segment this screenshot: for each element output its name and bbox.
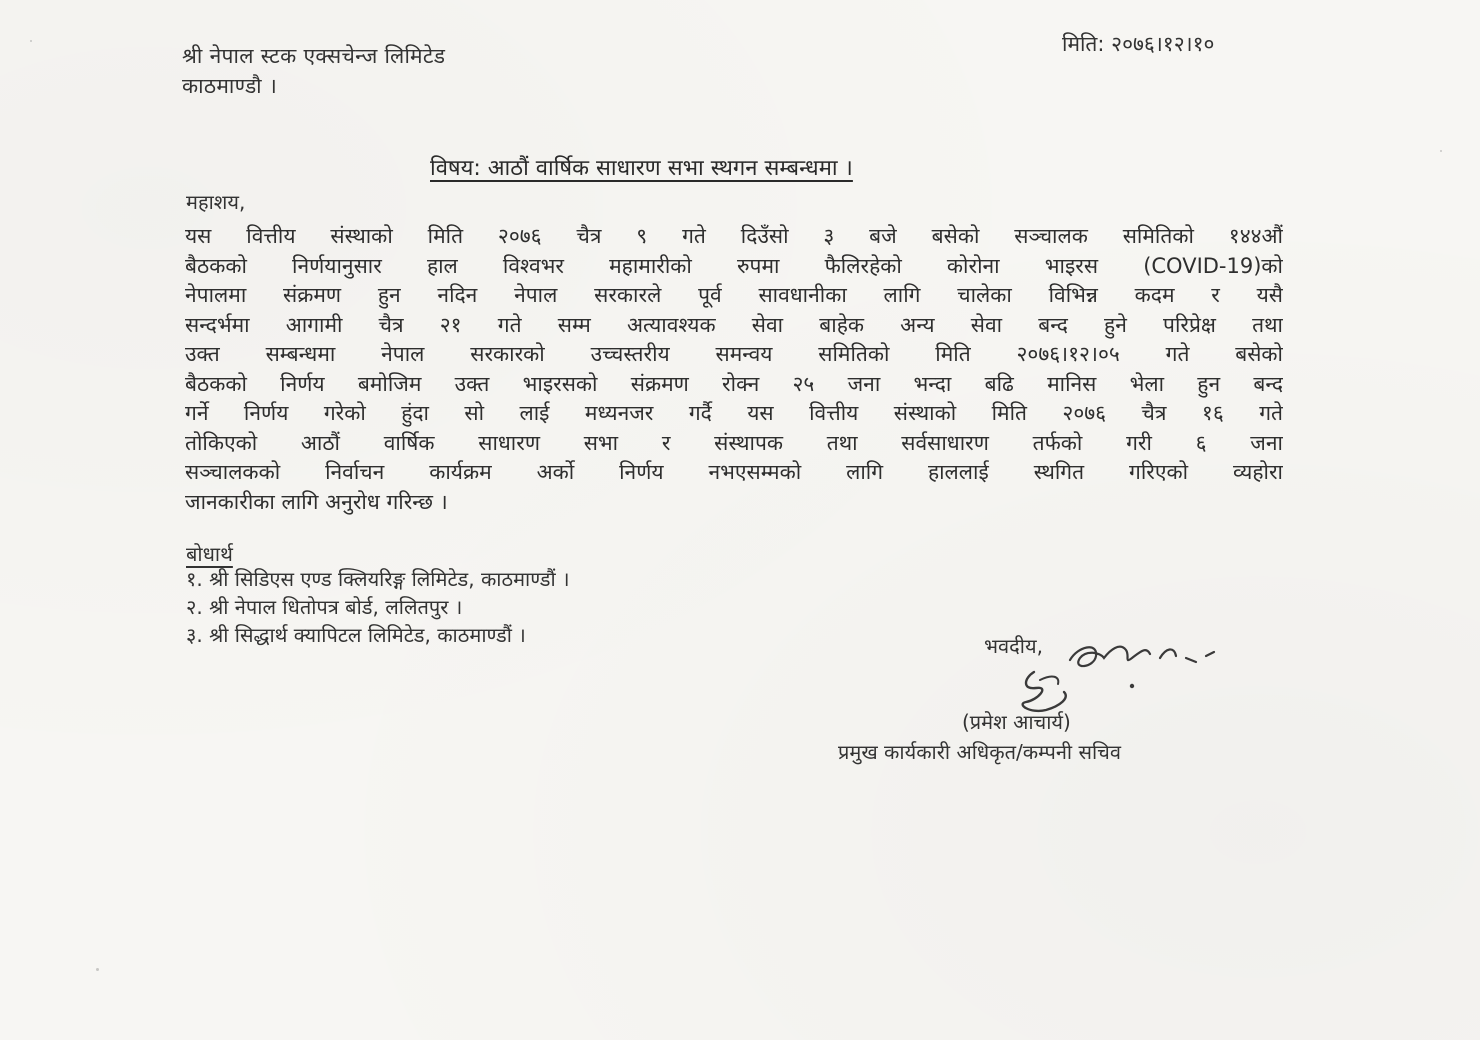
closing: भवदीय, bbox=[984, 634, 1043, 658]
cc-item: १. श्री सिडिएस एण्ड क्लियरिङ्ग लिमिटेड, काठमाण्डौं । bbox=[186, 567, 570, 591]
body-line: यस वित्तीय संस्थाको मिति २०७६ चैत्र ९ गते दिउँसो ३ बजे बसेको सञ्चालक समितिको १४४औं bbox=[185, 224, 1283, 248]
recipient-name: श्री नेपाल स्टक एक्सचेन्ज लिमिटेड bbox=[182, 44, 446, 68]
body-line: बैठकको निर्णय बमोजिम उक्त भाइरसको संक्रमण रोक्न २५ जना भन्दा बढि मानिस भेला हुन बन्द bbox=[185, 371, 1283, 396]
cc-item: ३. श्री सिद्धार्थ क्यापिटल लिमिटेड, काठमाण्डौं । bbox=[186, 623, 526, 647]
body-line: सन्दर्भमा आगामी चैत्र २१ गते सम्म अत्यावश्यक सेवा बाहेक अन्य सेवा बन्द हुने परिप्रेक्ष तथा bbox=[185, 312, 1283, 337]
body-line: बैठकको निर्णयानुसार हाल विश्वभर महामारीको रुपमा फैलिरहेको कोरोना भाइरस (COVID-19)को bbox=[185, 253, 1283, 278]
body-line: उक्त सम्बन्धमा नेपाल सरकारको उच्चस्तरीय समन्वय समितिको मिति २०७६।१२।०५ गते बसेको bbox=[185, 342, 1283, 366]
letter-subject: विषय: आठौं वार्षिक साधारण सभा स्थगन सम्बन्धमा । bbox=[430, 156, 853, 181]
paper-speck bbox=[1440, 150, 1442, 152]
body-line: जानकारीका लागि अनुरोध गरिन्छ । bbox=[185, 489, 448, 514]
paper-speck bbox=[30, 40, 32, 42]
recipient-city: काठमाण्डौ । bbox=[182, 74, 278, 98]
letter-date: मिति: २०७६।१२।१० bbox=[1062, 32, 1215, 56]
signatory-designation: प्रमुख कार्यकारी अधिकृत/कम्पनी सचिव bbox=[838, 740, 1121, 764]
letter-body bbox=[185, 222, 1283, 517]
paper-speck bbox=[96, 968, 99, 971]
cc-heading: बोधार्थ bbox=[186, 542, 233, 566]
body-line: तोकिएको आठौं वार्षिक साधारण सभा र संस्थापक तथा सर्वसाधारण तर्फको गरी ६ जना bbox=[185, 430, 1283, 455]
signatory-name: (प्रमेश आचार्य) bbox=[962, 710, 1071, 734]
salutation: महाशय, bbox=[186, 190, 246, 214]
cc-item: २. श्री नेपाल धितोपत्र बोर्ड, ललितपुर । bbox=[186, 595, 463, 619]
body-line: नेपालमा संक्रमण हुन नदिन नेपाल सरकारले पूर्व सावधानीका लागि चालेका विभिन्न कदम र यसै bbox=[185, 283, 1283, 307]
body-line: गर्ने निर्णय गरेको हुंदा सो लाई मध्यनजर गर्दै यस वित्तीय संस्थाको मिति २०७६ चैत्र १६ गते bbox=[185, 401, 1283, 425]
body-line: सञ्चालकको निर्वाचन कार्यक्रम अर्को निर्णय नभएसम्मको लागि हाललाई स्थगित गरिएको व्यहोरा bbox=[185, 460, 1283, 484]
